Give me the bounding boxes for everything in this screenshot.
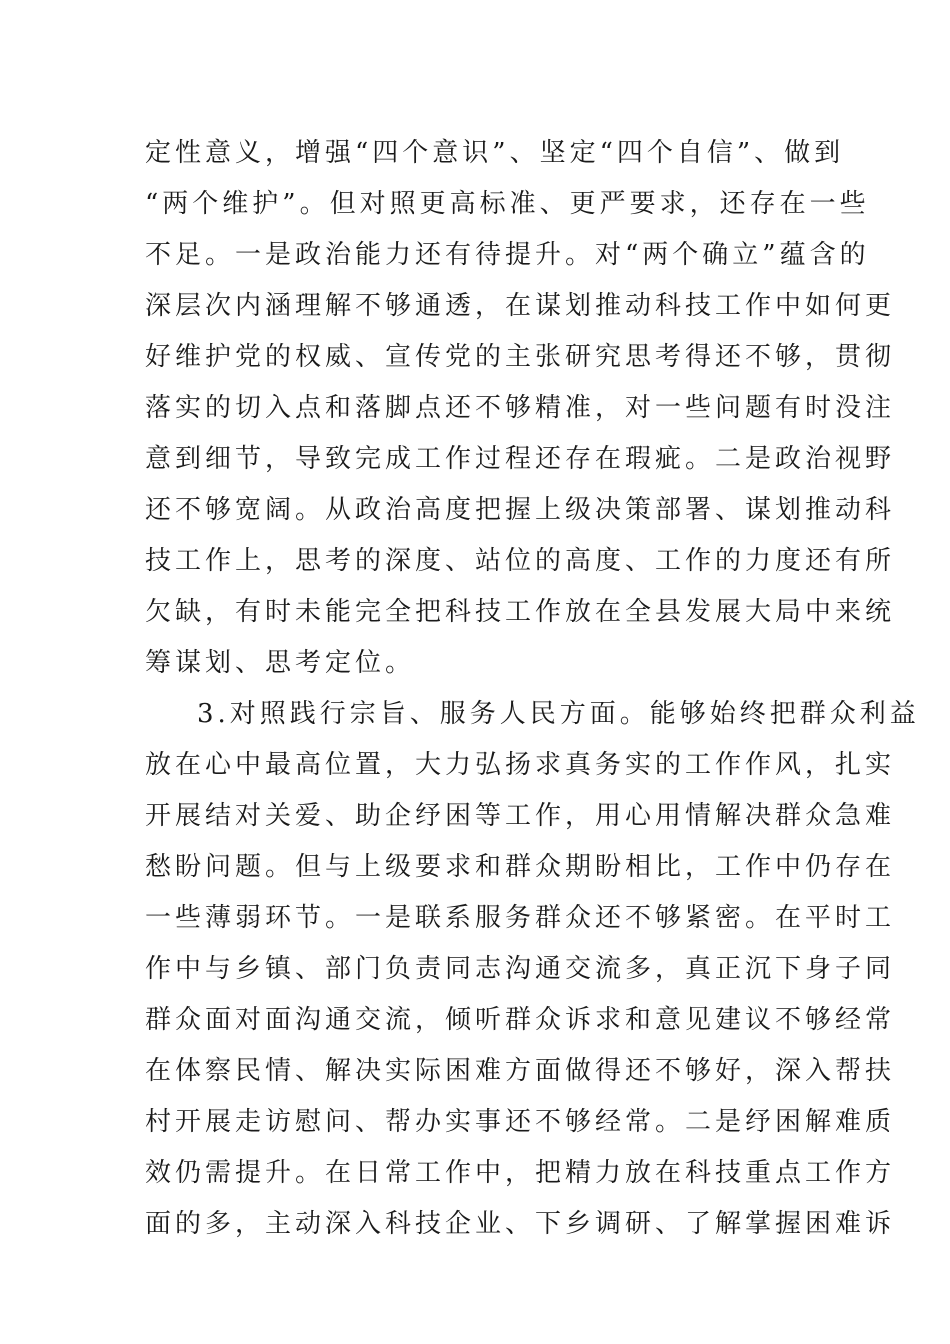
- text-line: 村开展走访慰问、帮办实事还不够经常。二是纾困解难质: [145, 1107, 896, 1137]
- text-line: 效仍需提升。在日常工作中，把精力放在科技重点工作方: [145, 1158, 896, 1188]
- text-line: 落实的切入点和落脚点还不够精准，对一些问题有时没注: [145, 393, 896, 423]
- text-line: 群众面对面沟通交流，倾听群众诉求和意见建议不够经常: [145, 1005, 896, 1035]
- text-line: 一些薄弱环节。一是联系服务群众还不够紧密。在平时工: [145, 903, 896, 933]
- body-text: [145, 128, 920, 1250]
- text-line: 作中与乡镇、部门负责同志沟通交流多，真正沉下身子同: [145, 954, 896, 984]
- text-line: 放在心中最高位置，大力弘扬求真务实的工作作风，扎实: [145, 750, 896, 780]
- text-line: “两个维护”。但对照更高标准、更严要求，还存在一些: [145, 189, 870, 219]
- section-heading-line: 3.对照践行宗旨、服务人民方面。能够始终把群众利益: [197, 699, 920, 729]
- text-line: 好维护党的权威、宣传党的主张研究思考得还不够，贯彻: [145, 342, 896, 372]
- paragraph-serving-people: [145, 689, 920, 1250]
- text-line: 技工作上，思考的深度、站位的高度、工作的力度还有所: [145, 546, 896, 576]
- text-line: 深层次内涵理解不够通透，在谋划推动科技工作中如何更: [145, 291, 896, 321]
- text-line: 在体察民情、解决实际困难方面做得还不够好，深入帮扶: [145, 1056, 896, 1086]
- text-line: 筹谋划、思考定位。: [145, 648, 416, 678]
- text-line: 定性意义，增强“四个意识”、坚定“四个自信”、做到: [145, 138, 845, 168]
- text-line: 愁盼问题。但与上级要求和群众期盼相比，工作中仍存在: [145, 852, 896, 882]
- text-line: 还不够宽阔。从政治高度把握上级决策部署、谋划推动科: [145, 495, 896, 525]
- text-line: 欠缺，有时未能完全把科技工作放在全县发展大局中来统: [145, 597, 896, 627]
- text-line: 意到细节，导致完成工作过程还存在瑕疵。二是政治视野: [145, 444, 896, 474]
- text-line: 面的多，主动深入科技企业、下乡调研、了解掌握困难诉: [145, 1209, 896, 1239]
- paragraph-political-ability: [145, 128, 896, 689]
- text-line: 开展结对关爱、助企纾困等工作，用心用情解决群众急难: [145, 801, 896, 831]
- text-line: 不足。一是政治能力还有待提升。对“两个确立”蕴含的: [145, 240, 870, 270]
